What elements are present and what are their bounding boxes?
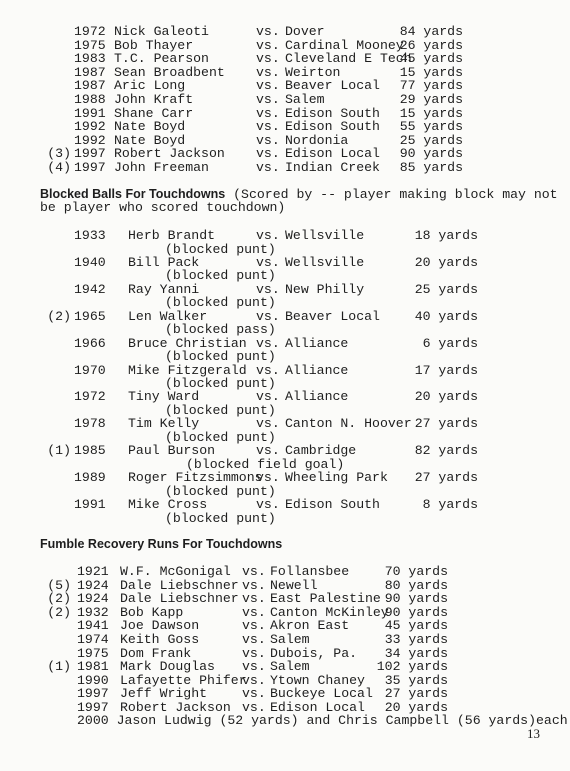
row-opponent: Cardinal Mooney (285, 37, 404, 53)
row-year: 1975 (77, 645, 109, 661)
vs-label: vs. (242, 700, 266, 715)
row-detail: (blocked punt) (165, 295, 276, 311)
row-opponent: Edison South (285, 119, 380, 135)
row-opponent: Buckeye Local (270, 686, 373, 702)
vs-label: vs. (256, 254, 280, 270)
row-opponent: Cambridge (285, 443, 357, 459)
row-name: Sean Broadbent (114, 64, 225, 80)
row-year: 1972 (74, 389, 106, 405)
vs-label: vs. (256, 470, 280, 486)
row-yards: 40 yards (414, 308, 478, 324)
row-year: 1966 (74, 335, 106, 351)
row-year: 1981 (77, 659, 109, 675)
row-name: Nick Galeoti (114, 24, 209, 39)
row-yards: 35 yards (384, 672, 448, 688)
row-name: Joe Dawson (120, 618, 200, 634)
row-name: Nate Boyd (114, 119, 186, 135)
row-year: 1941 (77, 618, 109, 634)
row-name: Len Walker (128, 308, 208, 324)
row-yards: 17 yards (414, 362, 478, 378)
row-yards: 26 yards (399, 37, 463, 53)
row-opponent: Newell (270, 577, 318, 593)
row-opponent: Weirton (285, 64, 341, 80)
row-opponent: Salem (285, 92, 325, 107)
vs-label: vs. (242, 659, 266, 675)
vs-label: vs. (256, 51, 280, 67)
row-opponent: Dubois, Pa. (270, 645, 358, 661)
row-year: 1940 (74, 254, 106, 270)
vs-label: vs. (242, 591, 266, 607)
row-name: Mike Fitzgerald (128, 362, 247, 378)
row-name: Nate Boyd (114, 132, 186, 148)
vs-label: vs. (256, 92, 280, 107)
fumble-final-line: 2000 Jason Ludwig (52 yards) and Chris Campbell (56 yards)each (77, 713, 568, 728)
row-opponent: Wheeling Park (285, 470, 388, 486)
row-name: Dale Liebschner (120, 591, 239, 607)
vs-label: vs. (256, 335, 280, 351)
row-year: 1974 (77, 632, 109, 647)
row-opponent: Beaver Local (285, 308, 380, 324)
row-name: Tim Kelly (128, 416, 200, 432)
row-year: 1997 (74, 160, 106, 175)
row-year: 1991 (74, 105, 106, 121)
row-year: 1924 (77, 591, 109, 607)
row-yards: 34 yards (384, 645, 448, 661)
row-detail: (blocked punt) (165, 429, 276, 445)
row-year: 1942 (74, 281, 106, 297)
row-year: 1932 (77, 604, 109, 620)
row-name: Herb Brandt (128, 228, 216, 243)
row-opponent: Salem (270, 659, 310, 675)
row-year: 1997 (77, 686, 109, 702)
row-name: Bill Pack (128, 254, 200, 270)
row-name: Lafayette Phifer (120, 672, 247, 688)
row-name: John Kraft (114, 92, 194, 107)
row-year: 1965 (74, 308, 106, 324)
row-detail: (blocked punt) (165, 268, 276, 284)
row-name: Mark Douglas (120, 659, 215, 675)
row-year: 1992 (74, 132, 106, 148)
row-detail: (blocked punt) (165, 483, 276, 499)
row-mark: (1) (47, 659, 71, 675)
row-yards: 15 yards (399, 105, 463, 121)
row-year: 1921 (77, 564, 109, 579)
row-name: Aric Long (114, 78, 186, 94)
row-detail: (blocked field goal) (186, 456, 345, 472)
row-opponent: Nordonia (285, 132, 349, 148)
row-mark: (4) (47, 160, 71, 175)
row-yards: 15 yards (399, 64, 463, 80)
row-yards: 20 yards (384, 700, 448, 715)
row-name: Roger Fitzsimmons (128, 470, 263, 486)
blocked-note-line1: (Scored by -- player making block may not (225, 187, 558, 202)
row-mark: (5) (47, 577, 71, 593)
row-year: 1992 (74, 119, 106, 135)
row-opponent: Alliance (285, 389, 349, 405)
vs-label: vs. (256, 37, 280, 53)
vs-label: vs. (242, 672, 266, 688)
row-opponent: Akron East (270, 618, 350, 634)
row-mark: (3) (47, 146, 71, 162)
row-year: 1987 (74, 64, 106, 80)
row-yards: 29 yards (399, 92, 463, 107)
row-opponent: Cleveland E Tech (285, 51, 412, 67)
row-yards: 85 yards (399, 160, 463, 175)
row-yards: 90 yards (399, 146, 463, 162)
row-yards: 27 yards (384, 686, 448, 702)
row-opponent: East Palestine (270, 591, 381, 607)
row-name: Bob Kapp (120, 604, 184, 620)
vs-label: vs. (256, 497, 280, 512)
row-yards: 20 yards (414, 254, 478, 270)
vs-label: vs. (256, 78, 280, 94)
row-name: Robert Jackson (120, 700, 231, 715)
row-opponent: Indian Creek (285, 160, 380, 175)
row-name: Dale Liebschner (120, 577, 239, 593)
row-name: Keith Goss (120, 632, 200, 647)
vs-label: vs. (242, 618, 266, 634)
row-yards: 25 yards (414, 281, 478, 297)
row-name: Robert Jackson (114, 146, 225, 162)
row-year: 1978 (74, 416, 106, 432)
row-opponent: Canton N. Hoover (285, 416, 412, 432)
row-yards: 45 yards (384, 618, 448, 634)
row-yards: 77 yards (399, 78, 463, 94)
vs-label: vs. (256, 24, 280, 39)
row-opponent: Salem (270, 632, 310, 647)
row-year: 1975 (74, 37, 106, 53)
row-name: Bruce Christian (128, 335, 247, 351)
row-yards: 33 yards (384, 632, 448, 647)
vs-label: vs. (256, 132, 280, 148)
row-name: T.C. Pearson (114, 51, 209, 67)
row-yards: 6 yards (422, 335, 478, 351)
row-detail: (blocked punt) (165, 402, 276, 418)
vs-label: vs. (256, 308, 280, 324)
row-year: 1972 (74, 24, 106, 39)
vs-label: vs. (242, 577, 266, 593)
row-name: Dom Frank (120, 645, 192, 661)
row-detail: (blocked punt) (165, 349, 276, 365)
row-year: 1970 (74, 362, 106, 378)
vs-label: vs. (256, 362, 280, 378)
row-yards: 20 yards (414, 389, 478, 405)
row-mark: (2) (47, 308, 71, 324)
row-yards: 70 yards (384, 564, 448, 579)
row-year: 1987 (74, 78, 106, 94)
row-year: 1933 (74, 228, 106, 243)
row-year: 1988 (74, 92, 106, 107)
row-opponent: New Philly (285, 281, 365, 297)
row-yards: 82 yards (414, 443, 478, 459)
blocked-heading: Blocked Balls For Touchdowns (40, 187, 226, 201)
row-year: 1985 (74, 443, 106, 459)
row-opponent: Dover (285, 24, 325, 39)
row-detail: (blocked punt) (165, 510, 276, 526)
row-year: 1991 (74, 497, 106, 512)
vs-label: vs. (256, 228, 280, 243)
vs-label: vs. (256, 64, 280, 80)
row-year: 1990 (77, 672, 109, 688)
vs-label: vs. (256, 119, 280, 135)
row-opponent: Canton McKinley (270, 604, 389, 620)
row-opponent: Wellsville (285, 228, 365, 243)
vs-label: vs. (256, 146, 280, 162)
row-yards: 8 yards (422, 497, 478, 512)
row-opponent: Follansbee (270, 564, 350, 579)
row-year: 1983 (74, 51, 106, 67)
row-opponent: Beaver Local (285, 78, 380, 94)
row-yards: 84 yards (399, 24, 463, 39)
row-yards: 18 yards (414, 228, 478, 243)
row-detail: (blocked punt) (165, 376, 276, 391)
row-opponent: Alliance (285, 362, 349, 378)
row-name: Tiny Ward (128, 389, 200, 405)
row-opponent: Alliance (285, 335, 349, 351)
vs-label: vs. (256, 389, 280, 405)
vs-label: vs. (256, 281, 280, 297)
row-yards: 90 yards (384, 604, 448, 620)
vs-label: vs. (242, 686, 266, 702)
row-yards: 27 yards (414, 470, 478, 486)
vs-label: vs. (242, 632, 266, 647)
row-yards: 27 yards (414, 416, 478, 432)
row-year: 1989 (74, 470, 106, 486)
row-yards: 45 yards (399, 51, 463, 67)
row-name: Shane Carr (114, 105, 194, 121)
row-opponent: Edison Local (285, 146, 380, 162)
row-yards: 102 yards (376, 659, 448, 675)
row-detail: (blocked pass) (165, 322, 276, 338)
row-name: Bob Thayer (114, 37, 194, 53)
row-name: Mike Cross (128, 497, 208, 512)
row-opponent: Wellsville (285, 254, 365, 270)
row-opponent: Edison Local (270, 700, 365, 715)
vs-label: vs. (242, 564, 266, 579)
vs-label: vs. (242, 645, 266, 661)
fumble-heading: Fumble Recovery Runs For Touchdowns (40, 537, 283, 551)
row-opponent: Ytown Chaney (270, 672, 365, 688)
vs-label: vs. (256, 105, 280, 121)
row-yards: 90 yards (384, 591, 448, 607)
row-opponent: Edison South (285, 497, 380, 512)
row-mark: (2) (47, 604, 71, 620)
row-year: 1997 (77, 700, 109, 715)
row-mark: (2) (47, 591, 71, 607)
row-name: Ray Yanni (128, 281, 200, 297)
row-opponent: Edison South (285, 105, 380, 121)
row-name: W.F. McGonigal (120, 564, 231, 579)
vs-label: vs. (256, 416, 280, 432)
blocked-note-line2: be player who scored touchdown) (40, 200, 286, 215)
page-number: 13 (527, 726, 540, 741)
row-name: Paul Burson (128, 443, 216, 459)
row-name: Jeff Wright (120, 686, 208, 702)
row-mark: (1) (47, 443, 71, 459)
row-year: 1997 (74, 146, 106, 162)
row-yards: 80 yards (384, 577, 448, 593)
vs-label: vs. (256, 160, 280, 175)
vs-label: vs. (256, 443, 280, 459)
row-detail: (blocked punt) (165, 241, 276, 257)
row-yards: 25 yards (399, 132, 463, 148)
row-name: John Freeman (114, 160, 209, 175)
row-yards: 55 yards (399, 119, 463, 135)
row-year: 1924 (77, 577, 109, 593)
vs-label: vs. (242, 604, 266, 620)
